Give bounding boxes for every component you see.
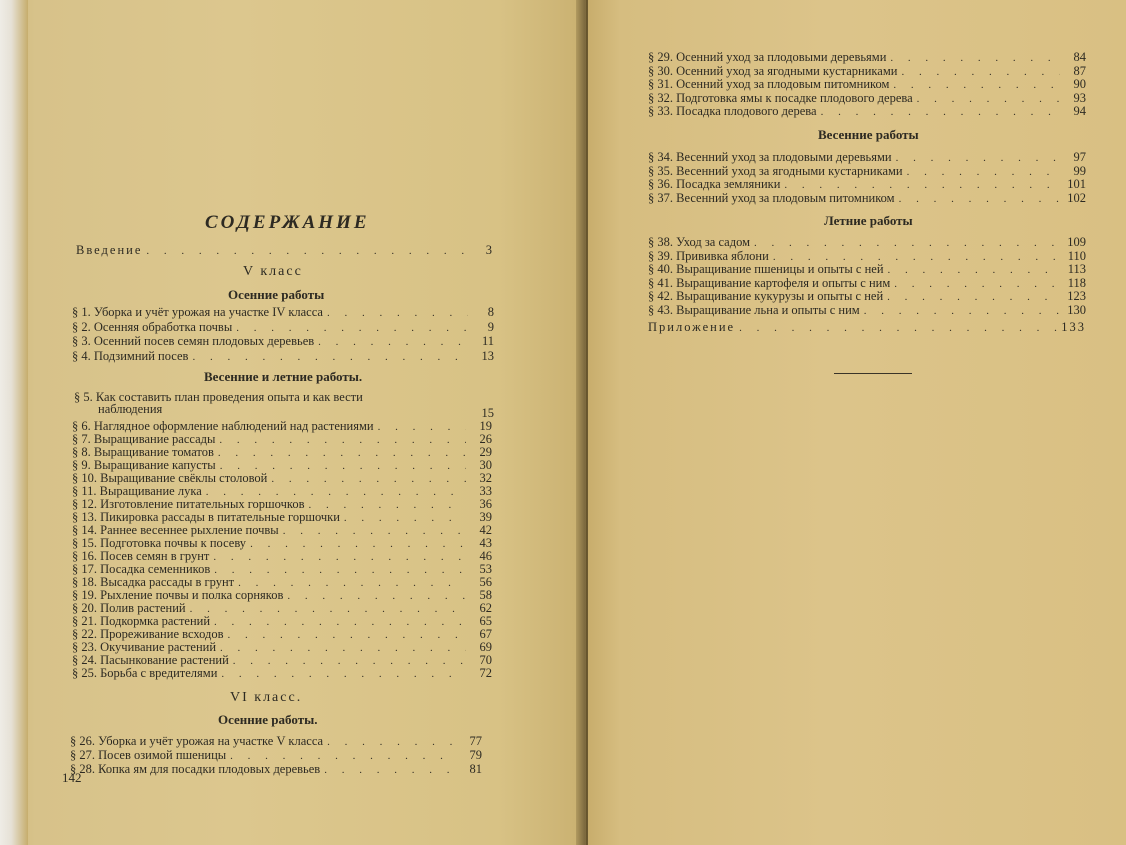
toc-entry-page: 58 bbox=[479, 588, 492, 602]
toc-entry-label: § 39. Прививка яблони bbox=[648, 248, 769, 263]
toc-entry-label: § 30. Осенний уход за ягодными кустарниками bbox=[648, 63, 898, 78]
toc-entry-page: 46 bbox=[479, 549, 492, 563]
toc-entry-page: 94 bbox=[1073, 104, 1086, 119]
toc-entry bbox=[72, 305, 494, 320]
toc-entry-label: § 12. Изготовление питательных горшочков bbox=[72, 497, 305, 511]
toc-entry-page: 39 bbox=[479, 510, 492, 524]
toc-entry-label: § 26. Уборка и учёт урожая на участке V класса bbox=[70, 734, 324, 748]
toc-entry-label: § 10. Выращивание свёклы столовой bbox=[72, 471, 268, 485]
toc-entry-label: § 42. Выращивание кукурузы и опыты с ней bbox=[648, 289, 884, 304]
toc-entry-page: 77 bbox=[469, 734, 482, 748]
toc-entry-label: § 2. Осенняя обработка почвы bbox=[72, 319, 233, 334]
toc-entry bbox=[648, 104, 1086, 119]
toc-entry-page: 19 bbox=[479, 419, 492, 433]
toc-entry-page: 33 bbox=[479, 484, 492, 498]
toc-entry-label: § 41. Выращивание картофеля и опыты с ним bbox=[648, 275, 891, 290]
toc-entry-page: 30 bbox=[479, 458, 492, 472]
toc-entry-label: § 11. Выращивание лука bbox=[72, 484, 202, 498]
toc-entry bbox=[70, 748, 482, 763]
toc-entry-label: § 37. Весенний уход за плодовым питомником bbox=[648, 190, 895, 205]
toc-entry-page: 90 bbox=[1073, 77, 1086, 92]
toc-entry-appendix bbox=[648, 320, 1086, 335]
toc-entry-page: 65 bbox=[479, 614, 492, 628]
toc-entry-label: § 3. Осенний посев семян плодовых деревьев bbox=[72, 334, 315, 348]
toc-entry bbox=[72, 349, 494, 364]
toc-entry-label: § 5. Как составить план проведения опыта и как вести bbox=[74, 390, 363, 404]
toc-entry-page: 110 bbox=[1067, 248, 1086, 263]
toc-entry-page: 84 bbox=[1073, 50, 1086, 64]
toc-entry bbox=[70, 734, 482, 749]
section-heading-spring-summer: Весенние и летние работы. bbox=[204, 369, 363, 384]
toc-entry-label: § 38. Уход за садом bbox=[648, 235, 751, 249]
toc-entry-page: 32 bbox=[479, 471, 492, 485]
toc-entry bbox=[72, 320, 494, 335]
toc-entry-label: § 27. Посев озимой пшеницы bbox=[70, 748, 227, 762]
toc-entry-label: § 4. Подзимний посев bbox=[72, 348, 189, 363]
toc-entry-page: 67 bbox=[479, 627, 492, 641]
page-edge bbox=[0, 0, 28, 845]
toc-entry-page: 72 bbox=[479, 666, 492, 680]
toc-entry-page: 56 bbox=[479, 575, 492, 589]
toc-entry-page: 109 bbox=[1067, 235, 1086, 249]
toc-entry-page: 81 bbox=[469, 762, 482, 776]
toc-entry-page: 15 bbox=[481, 406, 494, 420]
toc-entry-page: 36 bbox=[479, 497, 492, 511]
toc-entry-label: Приложение bbox=[648, 320, 736, 334]
toc-entry-page: 8 bbox=[487, 305, 494, 319]
toc-entry bbox=[648, 303, 1086, 318]
toc-entry-label: § 16. Посев семян в грунт bbox=[72, 549, 210, 563]
toc-entry-page: 133 bbox=[1061, 320, 1086, 334]
toc-entry-intro bbox=[76, 243, 494, 258]
toc-entry-label: § 31. Осенний уход за плодовым питомником bbox=[648, 77, 890, 92]
toc-entry bbox=[72, 334, 494, 349]
section-heading-autumn-6: Осенние работы. bbox=[218, 712, 318, 727]
toc-entry-page: 29 bbox=[479, 445, 492, 459]
toc-entry-page: 42 bbox=[479, 523, 492, 537]
toc-entry-page: 69 bbox=[479, 640, 492, 654]
toc-entry-label: § 36. Посадка земляники bbox=[648, 177, 781, 192]
toc-entry-page: 9 bbox=[487, 319, 494, 334]
toc-entry-label: § 33. Посадка плодового дерева bbox=[648, 104, 817, 119]
toc-entry-label: § 15. Подготовка почвы к посеву bbox=[72, 536, 247, 550]
toc-entry-page: 3 bbox=[485, 243, 494, 257]
toc-entry-label: § 21. Подкормка растений bbox=[72, 614, 211, 628]
toc-entry-page: 123 bbox=[1067, 289, 1086, 304]
toc-entry-s5 bbox=[74, 390, 494, 420]
toc-entry-page: 87 bbox=[1073, 63, 1086, 78]
toc-entry-page: 101 bbox=[1067, 177, 1086, 192]
toc-entry bbox=[70, 762, 482, 777]
toc-entry-label: § 9. Выращивание капусты bbox=[72, 458, 216, 472]
toc-entry-label: § 29. Осенний уход за плодовыми деревьями bbox=[648, 50, 887, 64]
toc-entry-page: 79 bbox=[469, 748, 482, 762]
toc-entry-page: 118 bbox=[1067, 275, 1086, 290]
toc-entry-page: 62 bbox=[479, 601, 492, 615]
class-heading-6: VI класс. bbox=[230, 690, 303, 705]
page-number: 142 bbox=[62, 770, 82, 785]
toc-entry-label: § 20. Полив растений bbox=[72, 601, 186, 615]
toc-entry-label: § 40. Выращивание пшеницы и опыты с ней bbox=[648, 262, 884, 277]
toc-entry-page: 26 bbox=[479, 432, 492, 446]
class-heading-5: V класс bbox=[243, 264, 303, 279]
toc-entry-page: 53 bbox=[479, 562, 492, 576]
right-page bbox=[588, 0, 1126, 845]
toc-entry-label-continued: наблюдения bbox=[98, 402, 163, 416]
toc-entry-label: § 6. Наглядное оформление наблюдений над растениями bbox=[72, 419, 374, 433]
toc-entry-label: § 13. Пикировка рассады в питательные горшочки bbox=[72, 510, 340, 524]
toc-entry-label: § 32. Подготовка ямы к посадке плодового дерева bbox=[648, 90, 913, 105]
contents-title: СОДЕРЖАНИЕ bbox=[205, 212, 370, 233]
toc-entry bbox=[72, 666, 492, 681]
toc-entry-label: § 8. Выращивание томатов bbox=[72, 445, 214, 459]
section-heading-summer: Летние работы bbox=[824, 213, 913, 228]
toc-entry-label: § 22. Прореживание всходов bbox=[72, 627, 224, 641]
toc-entry-page: 13 bbox=[481, 348, 494, 363]
toc-entry-label: § 43. Выращивание льна и опыты с ним bbox=[648, 303, 860, 317]
toc-entry-label: § 25. Борьба с вредителями bbox=[72, 666, 218, 680]
toc-entry-label: Введение bbox=[76, 243, 143, 257]
toc-entry-page: 11 bbox=[481, 334, 494, 348]
toc-entry-label: § 34. Весенний уход за плодовыми деревьями bbox=[648, 150, 892, 164]
section-heading-spring: Весенние работы bbox=[818, 127, 919, 142]
toc-entry-label: § 23. Окучивание растений bbox=[72, 640, 217, 654]
toc-entry bbox=[648, 191, 1086, 206]
toc-entry-label: § 28. Копка ям для посадки плодовых деревьев bbox=[70, 762, 321, 776]
toc-entry-page: 99 bbox=[1073, 163, 1086, 178]
toc-entry-label: § 24. Пасынкование растений bbox=[72, 653, 229, 667]
toc-entry-label: § 1. Уборка и учёт урожая на участке IV класса bbox=[72, 305, 323, 319]
toc-entry-page: 130 bbox=[1067, 303, 1086, 317]
toc-entry-page: 97 bbox=[1073, 150, 1086, 164]
section-heading-autumn: Осенние работы bbox=[228, 287, 325, 302]
toc-entry-page: 102 bbox=[1067, 190, 1086, 205]
toc-entry-label: § 14. Раннее весеннее рыхление почвы bbox=[72, 523, 279, 537]
toc-entry-page: 70 bbox=[479, 653, 492, 667]
closing-rule bbox=[834, 373, 912, 374]
toc-entry-page: 113 bbox=[1067, 262, 1086, 277]
toc-entry-label: § 7. Выращивание рассады bbox=[72, 432, 216, 446]
toc-entry-page: 43 bbox=[479, 536, 492, 550]
toc-entry-label: § 35. Весенний уход за ягодными кустарниками bbox=[648, 163, 903, 178]
toc-entry-label: § 17. Посадка семенников bbox=[72, 562, 211, 576]
toc-entry-label: § 19. Рыхление почвы и полка сорняков bbox=[72, 588, 284, 602]
toc-entry-page: 93 bbox=[1073, 90, 1086, 105]
toc-entry-label: § 18. Высадка рассады в грунт bbox=[72, 575, 235, 589]
